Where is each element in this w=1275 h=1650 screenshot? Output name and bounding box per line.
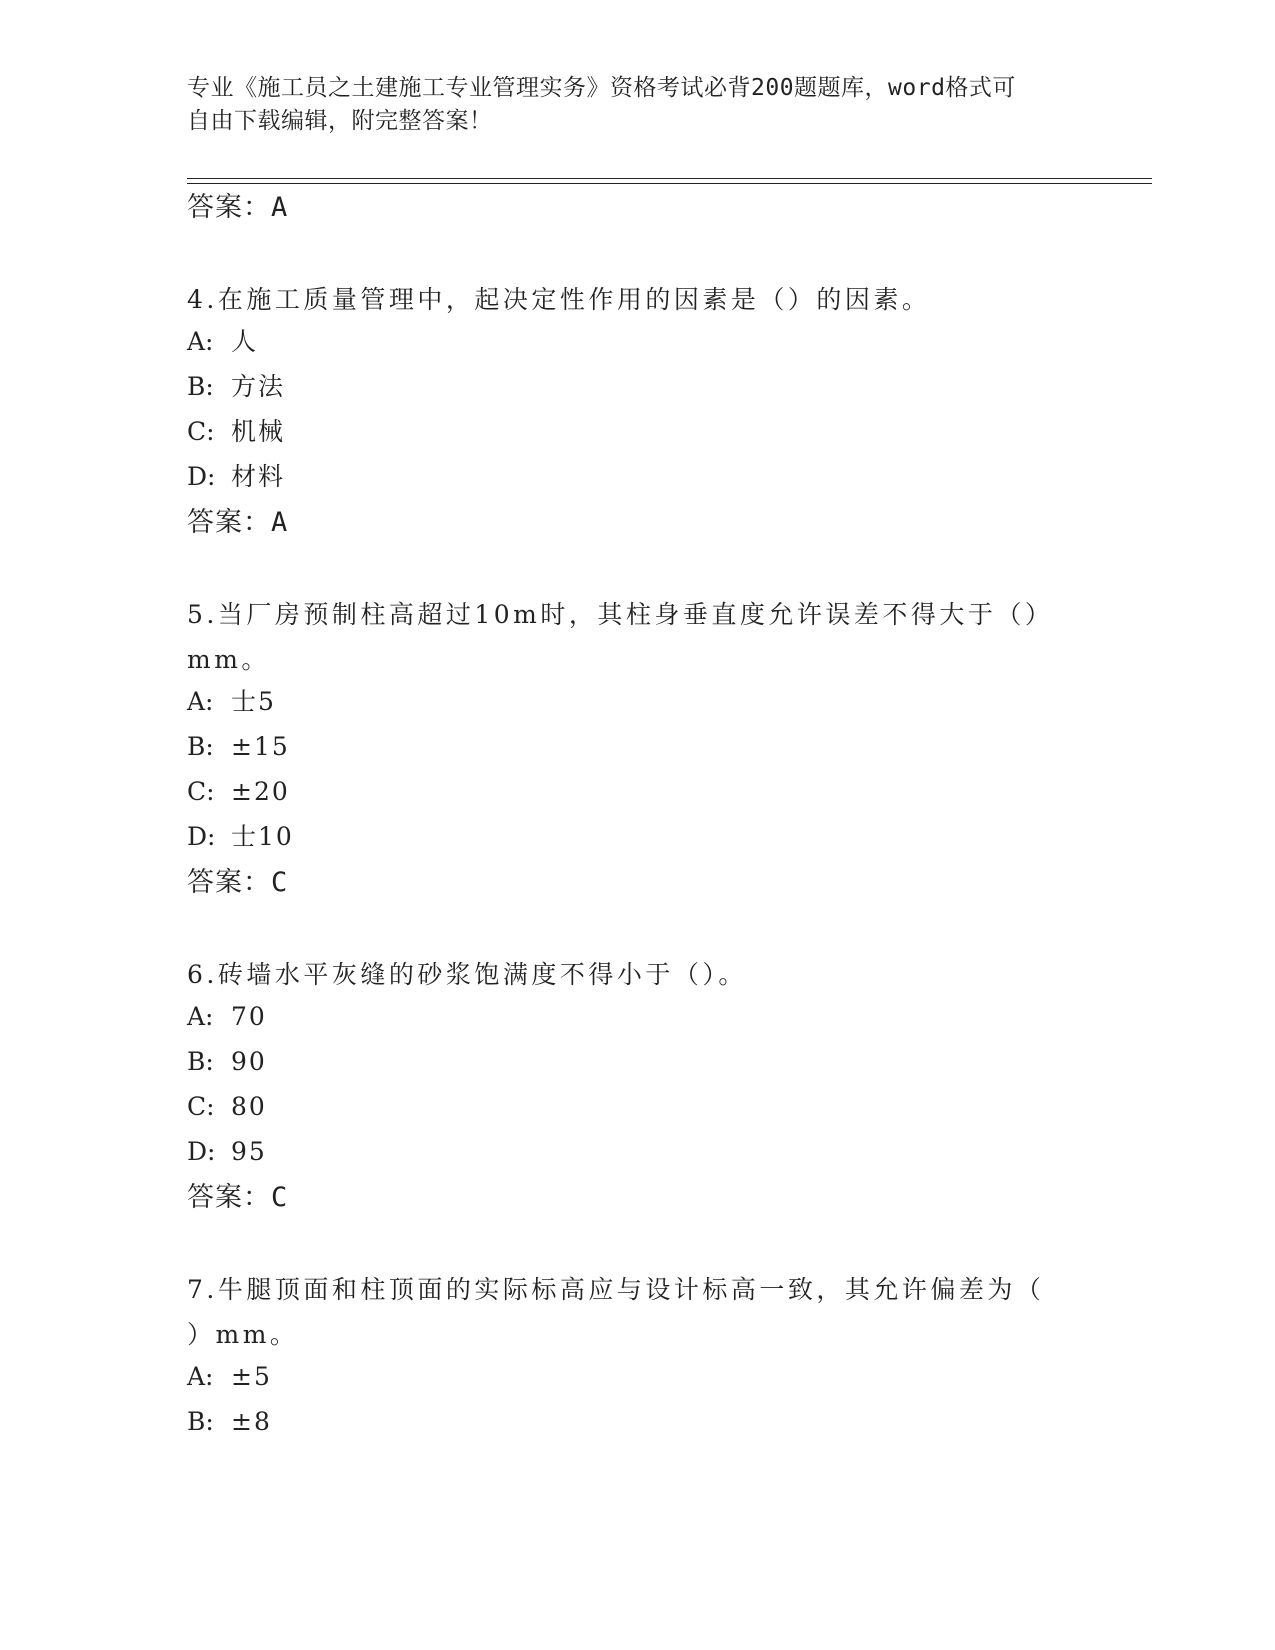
question-5-option-c: C: ±20 xyxy=(187,777,290,806)
question-4-option-d: D: 材料 xyxy=(187,462,286,491)
answer-previous: 答案：A xyxy=(187,192,289,223)
question-5-stem-continued: mm。 xyxy=(187,645,270,674)
question-6-option-d: D: 95 xyxy=(187,1137,267,1166)
question-7-stem: 7.牛腿顶面和柱顶面的实际标高应与设计标高一致，其允许偏差为（ xyxy=(187,1275,1045,1304)
question-6-option-b: B: 90 xyxy=(187,1047,267,1076)
question-6-option-a: A: 70 xyxy=(187,1002,267,1031)
question-6-stem: 6.砖墙水平灰缝的砂浆饱满度不得小于（）。 xyxy=(187,960,747,989)
question-5-option-d: D: 士10 xyxy=(187,822,294,851)
question-4-option-b: B: 方法 xyxy=(187,372,286,401)
document-header xyxy=(187,72,1067,138)
question-7-option-a: A: ±5 xyxy=(187,1362,272,1391)
question-5-stem: 5.当厂房预制柱高超过10m时，其柱身垂直度允许误差不得大于（） xyxy=(187,600,1054,629)
question-5-answer: 答案：C xyxy=(187,867,289,898)
question-6-option-c: C: 80 xyxy=(187,1092,267,1121)
header-line-1: 专业《施工员之土建施工专业管理实务》资格考试必背200题题库，word格式可 xyxy=(187,75,1016,101)
question-7-stem-continued: ）mm。 xyxy=(187,1320,299,1349)
question-4-option-a: A: 人 xyxy=(187,327,259,356)
header-rule-top xyxy=(187,178,1152,179)
question-6-answer: 答案：C xyxy=(187,1182,289,1213)
question-5-option-b: B: ±15 xyxy=(187,732,290,761)
header-line-2: 自由下载编辑，附完整答案！ xyxy=(187,108,493,134)
question-7-option-b: B: ±8 xyxy=(187,1407,272,1436)
question-5-option-a: A: 士5 xyxy=(187,687,276,716)
question-4-stem: 4.在施工质量管理中，起决定性作用的因素是（）的因素。 xyxy=(187,285,931,314)
header-rule-bottom xyxy=(187,183,1152,184)
question-4-option-c: C: 机械 xyxy=(187,417,286,446)
question-4-answer: 答案：A xyxy=(187,507,289,538)
